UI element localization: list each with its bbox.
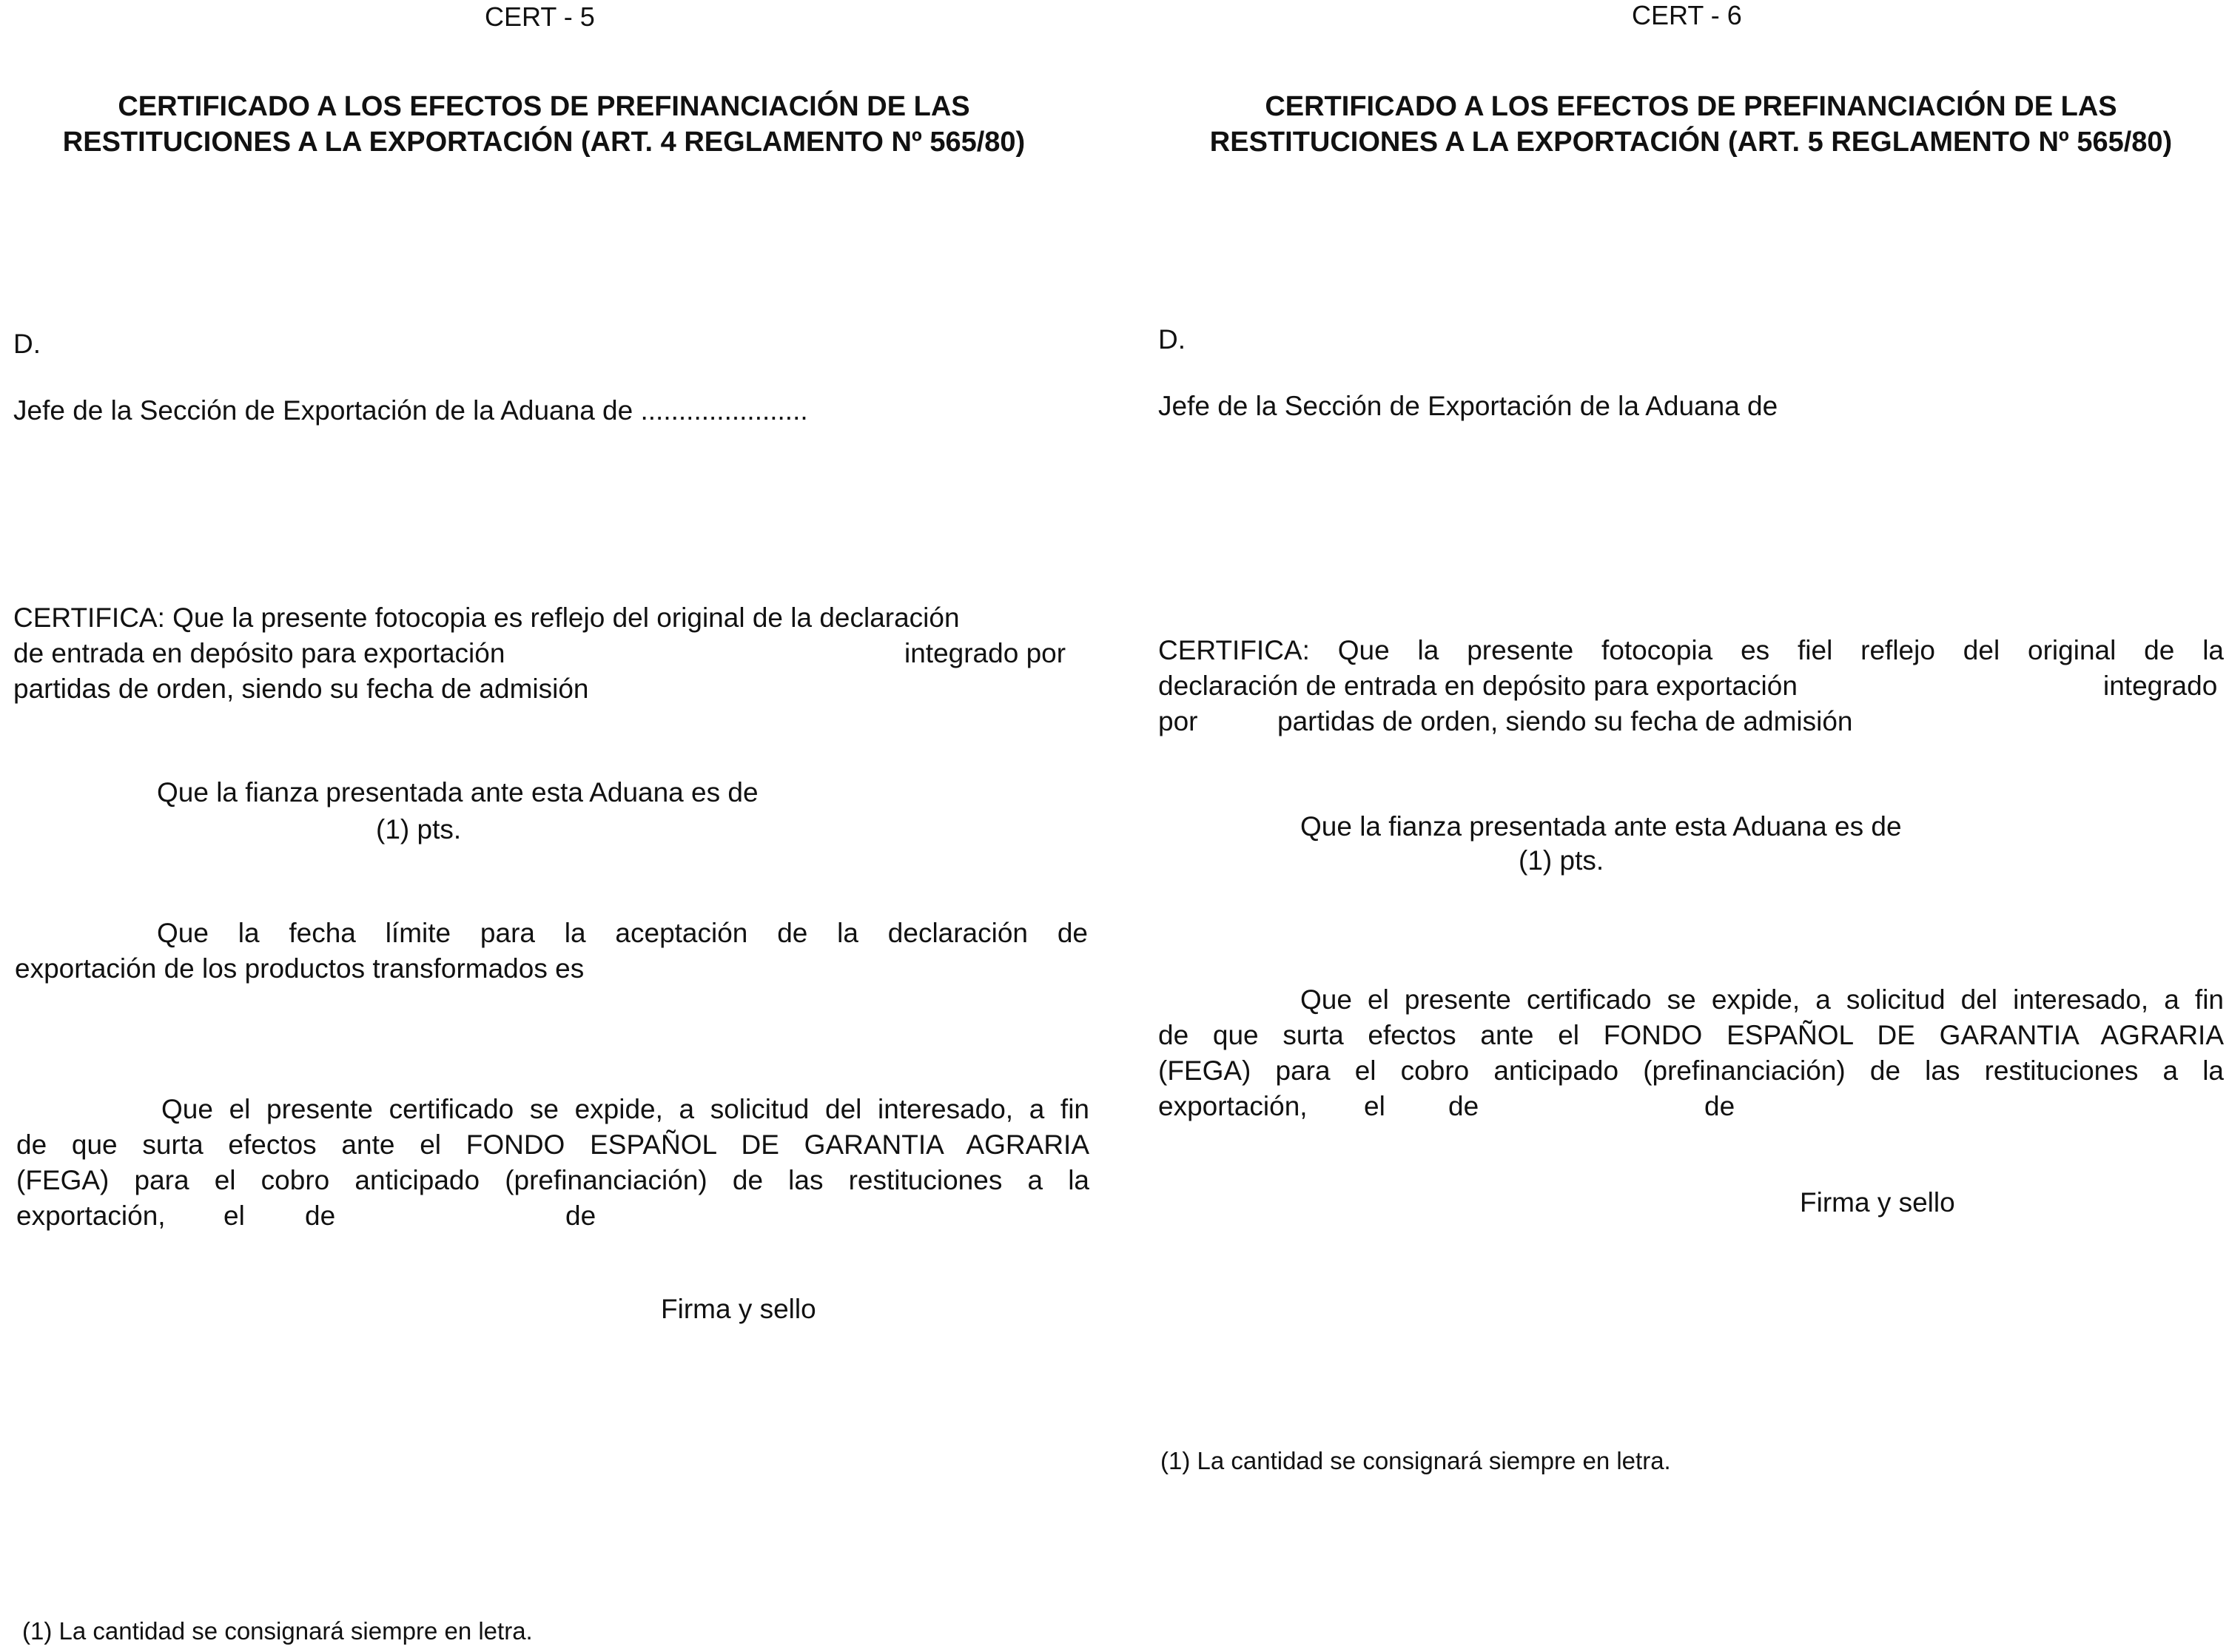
cert5-expide-line1: Que el presente certificado se expide, a solicitud del interesado, a fin	[161, 1094, 1089, 1124]
cert6-fianza-line1: Que la fianza presentada ante esta Aduana es de	[1300, 811, 1902, 842]
cert5-jefe-line: Jefe de la Sección de Exportación de la Aduana de ......................	[13, 395, 808, 426]
cert5-expide-line3: (FEGA) para el cobro anticipado (prefinanciación) de las restituciones a la	[16, 1165, 1089, 1195]
cert5-d-label: D.	[13, 329, 41, 359]
cert5-certifica-line2b: integrado por	[904, 638, 1066, 668]
cert5-expide-line2: de que surta efectos ante el FONDO ESPAÑOL DE GARANTIA AGRARIA	[16, 1129, 1089, 1160]
cert5-firma: Firma y sello	[661, 1294, 816, 1324]
cert5-fecha-line2: exportación de los productos transformados es	[15, 953, 585, 984]
cert6-code: CERT - 6	[1632, 0, 1742, 30]
cert6-certifica-line3a: por	[1158, 706, 1198, 736]
cert5-expide-line4b: el	[223, 1201, 245, 1231]
cert5-title-line1: CERTIFICADO A LOS EFECTOS DE PREFINANCIACIÓN DE LAS	[118, 91, 970, 122]
cert6-expide-line4c: de	[1448, 1091, 1479, 1121]
cert6-d-label: D.	[1158, 324, 1186, 355]
cert6-fianza-line2: (1) pts.	[1519, 845, 1604, 876]
cert6-title-line2: RESTITUCIONES A LA EXPORTACIÓN (ART. 5 REGLAMENTO Nº 565/80)	[1209, 127, 2173, 158]
cert5-fecha-line1: Que la fecha límite para la aceptación de la declaración de	[157, 918, 1088, 948]
cert6-certifica-line3b: partidas de orden, siendo su fecha de admisión	[1277, 706, 1853, 736]
cert5-code: CERT - 5	[485, 1, 595, 32]
cert5-certifica-line2a: de entrada en depósito para exportación	[13, 638, 505, 668]
cert6-title-line1: CERTIFICADO A LOS EFECTOS DE PREFINANCIACIÓN DE LAS	[1265, 91, 2117, 122]
cert5-footnote: (1) La cantidad se consignará siempre en letra.	[22, 1617, 533, 1645]
cert6-certifica-line1: CERTIFICA: Que la presente fotocopia es fiel reflejo del original de la	[1158, 635, 2224, 665]
cert6-certifica-line2a: declaración de entrada en depósito para exportación	[1158, 671, 1798, 701]
cert5-fianza-line1: Que la fianza presentada ante esta Aduana es de	[157, 777, 759, 807]
cert6-expide-line2: de que surta efectos ante el FONDO ESPAÑOL DE GARANTIA AGRARIA	[1158, 1020, 2224, 1050]
cert6-firma: Firma y sello	[1800, 1187, 1955, 1218]
cert5-title	[15, 89, 1073, 160]
cert5-certifica-line3: partidas de orden, siendo su fecha de admisión	[13, 674, 589, 704]
cert6-footnote: (1) La cantidad se consignará siempre en letra.	[1160, 1447, 1671, 1474]
cert6-expide-line3: (FEGA) para el cobro anticipado (prefinanciación) de las restituciones a la	[1158, 1055, 2224, 1086]
cert5-certifica-line1: CERTIFICA: Que la presente fotocopia es reflejo del original de la declaración	[13, 602, 960, 633]
cert6-jefe-line: Jefe de la Sección de Exportación de la Aduana de	[1158, 391, 1778, 421]
cert5-title-line2: RESTITUCIONES A LA EXPORTACIÓN (ART. 4 REGLAMENTO Nº 565/80)	[62, 127, 1026, 158]
cert5-expide-line4a: exportación,	[16, 1201, 166, 1231]
cert5-fianza-line2: (1) pts.	[376, 814, 462, 845]
cert5-expide-line4d: de	[565, 1201, 596, 1231]
cert6-expide-line4b: el	[1364, 1091, 1385, 1121]
cert6-certifica-line2b: integrado	[2103, 671, 2218, 701]
cert6-expide-line4a: exportación,	[1158, 1091, 1308, 1121]
cert6-expide-line1: Que el presente certificado se expide, a solicitud del interesado, a fin	[1300, 984, 2224, 1015]
cert5-expide-line4c: de	[305, 1201, 336, 1231]
cert6-expide-line4d: de	[1704, 1091, 1735, 1121]
cert6-title	[1158, 89, 2224, 160]
